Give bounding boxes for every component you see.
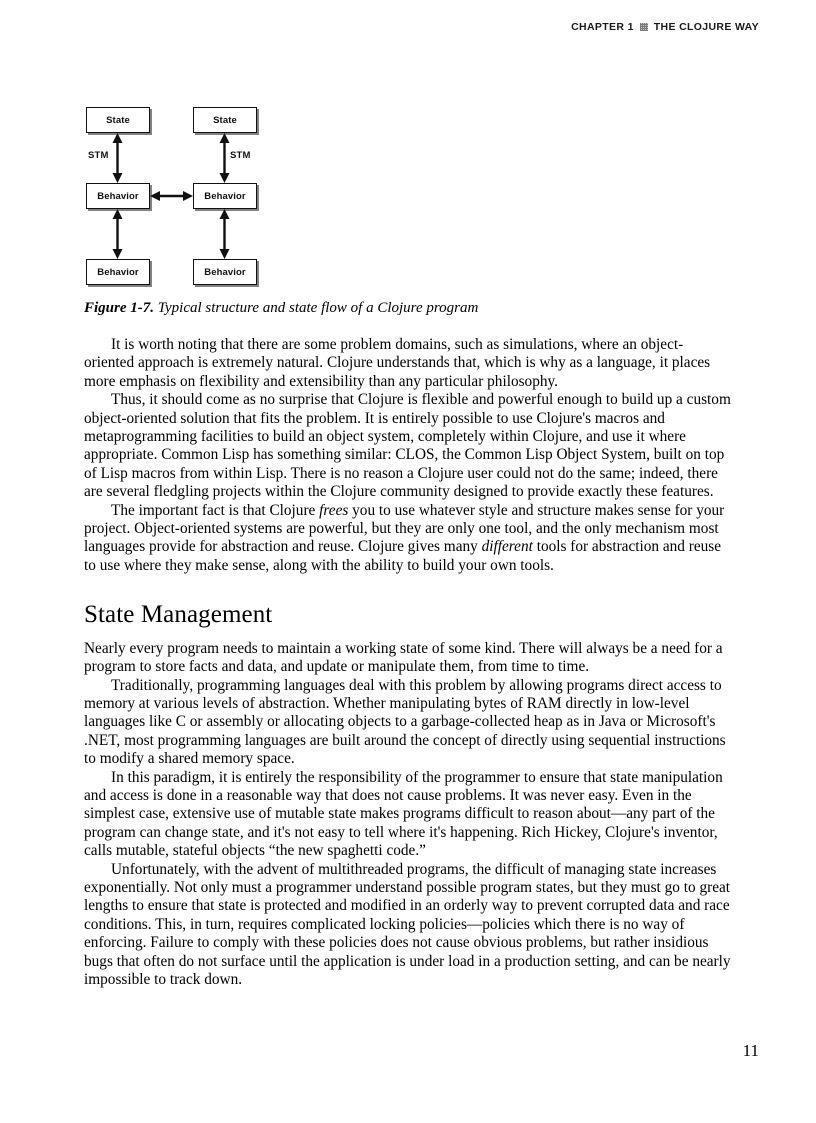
arrow-behavior-behavior-right xyxy=(218,209,231,259)
dotted-square-icon xyxy=(640,23,648,31)
figure-number: Figure 1-7. xyxy=(84,300,155,316)
diagram-label-stm-left: STM xyxy=(88,150,109,161)
double-arrow-vertical-icon xyxy=(111,209,124,259)
paragraph-4: Nearly every program needs to maintain a working state of some kind. There will always be a need for a program to store facts and data, and update or manipulate them, from time to time. xyxy=(84,639,723,676)
arrow-state-behavior-left xyxy=(111,133,124,183)
double-arrow-vertical-icon xyxy=(111,133,124,183)
figure-caption xyxy=(84,299,734,318)
diagram-label-stm-right: STM xyxy=(230,150,251,161)
double-arrow-vertical-icon xyxy=(218,209,231,259)
chapter-title: THE CLOJURE WAY xyxy=(653,21,759,33)
section-heading-state-management: State Management xyxy=(84,601,273,629)
chapter-label: CHAPTER 1 xyxy=(571,21,634,33)
paragraph-3-part-2: you to use whatever style and structure makes sense for your project. Object-oriented systems are powerful, but they are only one tool, and the only mechanism most languages provide for abstraction and reuse. Clojure gives many xyxy=(84,501,725,556)
paragraph-3-emphasis-different: different xyxy=(481,538,533,556)
paragraph-7: Unfortunately, with the advent of multithreaded programs, the difficult of managing state increases exponentially. Not only must a programmer understand possible program states, but they must go to great lengths to ensure that state is protected and modified in an orderly way to prevent corrupted data and race conditions. This, in turn, requires complicated locking policies—policies which there is no way of enforcing. Failure to comply with these policies does not cause obvious problems, but rather insidious bugs that often do not surface until the application is under load in a production setting, and can be nearly impossible to track down. xyxy=(84,860,731,989)
paragraph-3-emphasis-frees: frees xyxy=(319,501,349,519)
diagram-node-behavior-mid-right: Behavior xyxy=(193,183,257,209)
diagram-node-behavior-bottom-right: Behavior xyxy=(193,259,257,285)
body-column xyxy=(84,336,732,990)
paragraph-3-part-1: The important fact is that Clojure xyxy=(111,501,320,519)
figure-1-7-diagram xyxy=(84,100,264,292)
paragraph-1: It is worth noting that there are some problem domains, such as simulations, where an object-oriented approach is extremely natural. Clojure understands that, which is why as a language, it places more emphasis on flexibility and extensibility than any particular philosophy. xyxy=(84,336,711,390)
diagram-node-behavior-mid-left: Behavior xyxy=(86,183,150,209)
paragraph-3-part-3: tools for abstraction and reuse to use where they make sense, along with the ability to build your own tools. xyxy=(84,538,722,574)
arrow-behavior-behavior-horizontal xyxy=(150,189,193,203)
diagram-node-state-right: State xyxy=(193,107,257,133)
paragraph-3 xyxy=(84,502,732,576)
paragraph-6: In this paradigm, it is entirely the responsibility of the programmer to ensure that state manipulation and access is done in a reasonable way that does not cause problems. It was never easy. Even in the simplest case, extensive use of mutable state makes programs difficult to reason about—any part of the program can change state, and it's not easy to tell where it's happening. Rich Hickey, Clojure's inventor, calls mutable, stateful objects “the new spaghetti code.” xyxy=(84,768,723,860)
double-arrow-horizontal-icon xyxy=(150,189,193,203)
arrow-behavior-behavior-left xyxy=(111,209,124,259)
diagram-canvas xyxy=(84,100,264,292)
diagram-node-state-left: State xyxy=(86,107,150,133)
page-number: 11 xyxy=(742,1041,759,1060)
paragraph-5: Traditionally, programming languages deal with this problem by allowing programs direct access to memory at various levels of abstraction. Whether manipulating bytes of RAM directly in low-level languages like C or assembly or allocating objects to a garbage-collected heap as in Java or Microsoft's .NET, most programming languages are built around the concept of directly using sequential instructions to modify a shared memory space. xyxy=(84,676,726,768)
diagram-node-behavior-bottom-left: Behavior xyxy=(86,259,150,285)
paragraph-2: Thus, it should come as no surprise that Clojure is flexible and powerful enough to build up a custom object-oriented solution that fits the problem. It is entirely possible to use Clojure's macros and metaprogramming facilities to build an object system, completely within Clojure, and use it where appropriate. Common Lisp has something similar: CLOS, the Common Lisp Object System, built on top of Lisp macros from within Lisp. There is no reason a Clojure user could not do the same; indeed, there are several fledgling projects within the Clojure community designed to provide exactly these features. xyxy=(84,391,731,501)
running-header xyxy=(571,21,759,33)
figure-caption-text: Typical structure and state flow of a Clojure program xyxy=(157,300,479,316)
